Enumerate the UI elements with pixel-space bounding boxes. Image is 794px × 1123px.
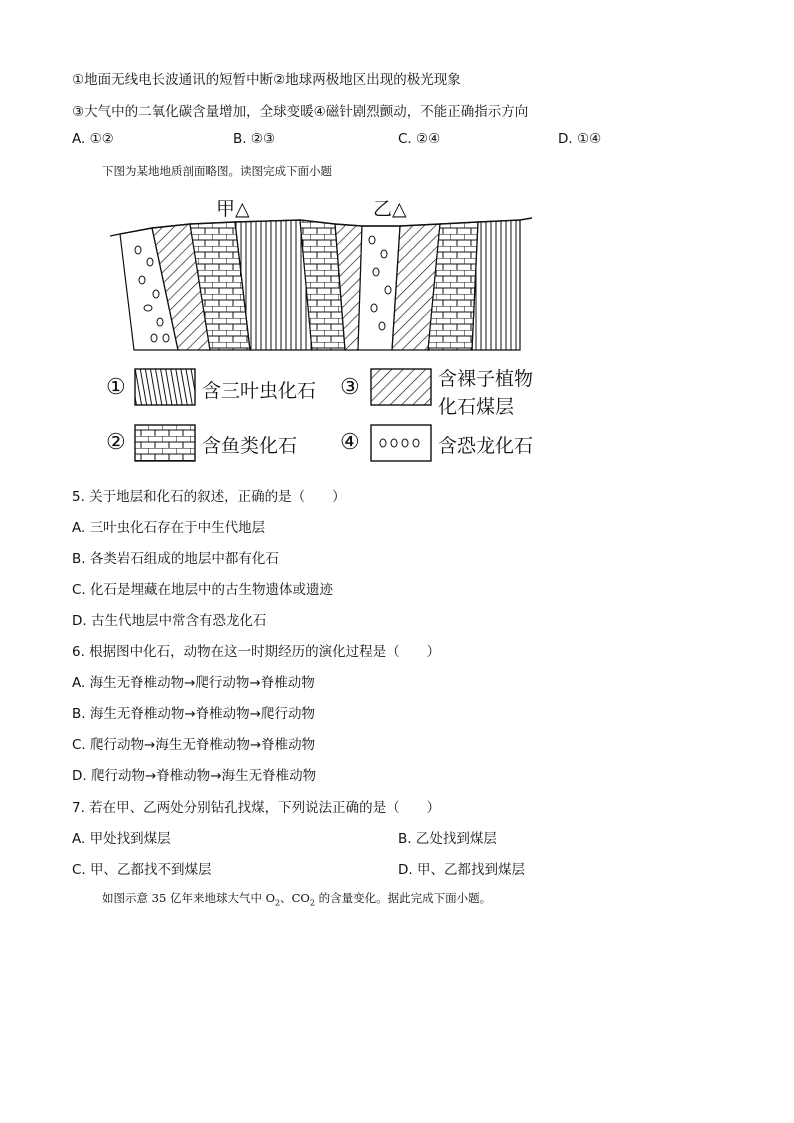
section-intro: 下图为某地地质剖面略图。读图完成下面小题 [102,164,332,178]
q6-option-a: A. 海生无脊椎动物→爬行动物→脊椎动物 [72,675,315,691]
site-yi-label: 乙△ [373,198,407,220]
section2-intro [102,890,491,907]
q7-option-b: B. 乙处找到煤层 [398,831,497,847]
site-jia-label: 甲△ [216,198,250,220]
legend-num-2: ② [106,430,126,455]
legend-num-4: ④ [340,430,360,455]
layer-trilobite-right [472,220,520,350]
q6-option-c: C. 爬行动物→海生无脊椎动物→脊椎动物 [72,737,316,753]
q5-option-b: B. 各类岩石组成的地层中都有化石 [72,551,279,567]
legend-text-coal-1: 含裸子植物 [438,368,534,390]
legend-text-trilobite: 含三叶虫化石 [202,380,317,402]
section2-intro-c: 的含量变化。据此完成下面小题。 [314,891,492,905]
q5-stem: 5. 关于地层和化石的叙述，正确的是（ ） [72,489,346,505]
legend-fish-swatch [134,424,196,462]
legend-text-dinosaur: 含恐龙化石 [438,435,534,457]
statement-line-2: ③大气中的二氧化碳含量增加，全球变暖④磁针剧烈颤动，不能正确指示方向 [72,104,529,120]
statement-line-1: ①地面无线电长波通讯的短暂中断②地球两极地区出现的极光现象 [72,72,461,88]
legend-num-3: ③ [340,375,360,400]
q7-option-a: A. 甲处找到煤层 [72,831,171,847]
q5-option-a: A. 三叶虫化石存在于中生代地层 [72,520,266,536]
legend-num-1: ① [106,375,126,400]
q6-stem: 6. 根据图中化石，动物在这一时期经历的演化过程是（ ） [72,644,441,660]
q7-stem: 7. 若在甲、乙两处分别钻孔找煤，下列说法正确的是（ ） [72,800,441,816]
section2-sub-b: 2 [309,898,315,908]
option-d: D. ①④ [558,131,602,147]
legend-trilobite-swatch [134,368,196,406]
geologic-section-figure [100,190,560,480]
legend-text-coal-2: 化石煤层 [438,396,515,418]
section2-intro-a: 如图示意 35 亿年来地球大气中 O [102,891,276,905]
q7-option-d: D. 甲、乙都找到煤层 [398,862,525,878]
q5-option-d: D. 古生代地层中常含有恐龙化石 [72,613,267,629]
option-c: C. ②④ [398,131,441,147]
option-a: A. ①② [72,131,114,147]
q6-option-b: B. 海生无脊椎动物→脊椎动物→爬行动物 [72,706,315,722]
q6-option-d: D. 爬行动物→脊椎动物→海生无脊椎动物 [72,768,317,784]
q7-option-c: C. 甲、乙都找不到煤层 [72,862,212,878]
option-b: B. ②③ [233,131,276,147]
section2-sub-a: 2 [275,898,281,908]
section2-intro-b: 、CO [280,891,310,905]
legend-text-fish: 含鱼类化石 [202,435,298,457]
legend-dinosaur-swatch [370,424,432,462]
strata-cross-section [100,210,560,380]
legend-coal-swatch [370,368,432,406]
q5-option-c: C. 化石是埋藏在地层中的古生物遗体或遗迹 [72,582,334,598]
